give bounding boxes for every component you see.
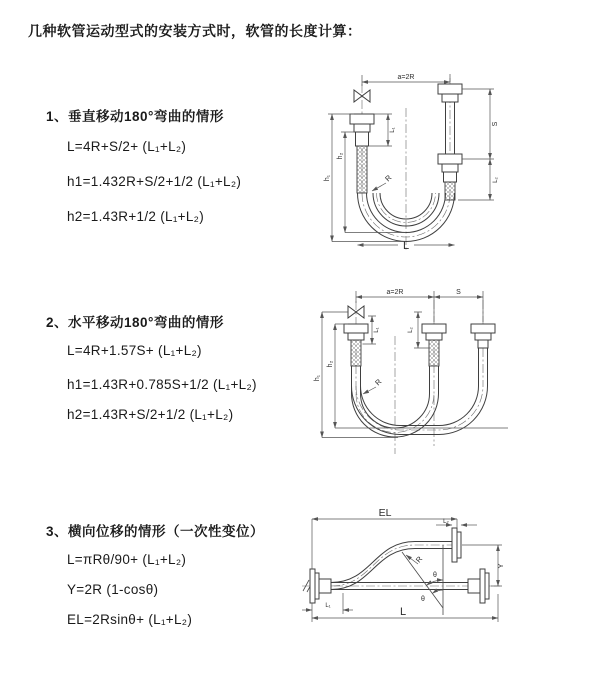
dim-label-R: R — [383, 173, 394, 184]
section-3-heading: 3、横向位移的情形（一次性变位） — [46, 524, 265, 539]
dim-label-L: L — [399, 606, 407, 618]
dim-label-L2: L₂ — [443, 519, 449, 525]
section-2-heading: 2、水平移动180°弯曲的情形 — [46, 315, 224, 330]
section-3-formula-Y: Y=2R (1-cosθ) — [67, 582, 159, 597]
dim-label-h2: h₂ — [327, 360, 334, 368]
dim-label-h2: h₂ — [337, 152, 344, 160]
dim-label-L: L — [402, 240, 410, 252]
dim-label-L2: L₂ — [407, 327, 414, 333]
angle-construction — [402, 545, 443, 615]
section-2-formula-L: L=4R+1.57S+ (L₁+L₂) — [67, 343, 202, 358]
left-flange — [310, 569, 331, 603]
dim-label-S: S — [492, 121, 499, 127]
dim-label-EL: EL — [378, 507, 392, 519]
section-1-formula-h1: h1=1.432R+S/2+1/2 (L₁+L₂) — [67, 174, 242, 189]
section-1-heading: 1、垂直移动180°弯曲的情形 — [46, 109, 224, 124]
section-1-formula-h2: h2=1.43R+1/2 (L₁+L₂) — [67, 209, 205, 224]
dim-label-L1: L₁ — [325, 603, 331, 609]
dim-label-a2r: a=2R — [386, 289, 404, 296]
right-fitting — [471, 324, 495, 348]
diagram-lateral-displacement — [300, 502, 556, 652]
top-flange — [452, 528, 461, 562]
dim-label-Y: Y — [496, 563, 505, 569]
right-flange — [468, 569, 489, 603]
left-fitting — [344, 324, 368, 366]
dim-label-h1: h₁ — [314, 374, 321, 382]
dim-label-R: R — [373, 377, 384, 388]
section-2-formula-h2: h2=1.43R+S/2+1/2 (L₁+L₂) — [67, 407, 234, 422]
centerlines — [356, 300, 483, 454]
dimensions — [302, 507, 505, 622]
section-2-formula-h1: h1=1.43R+0.785S+1/2 (L₁+L₂) — [67, 377, 257, 392]
section-3-formula-EL: EL=2Rsinθ+ (L₁+L₂) — [67, 612, 193, 627]
page-title: 几种软管运动型式的安装方式时，软管的长度计算： — [28, 23, 362, 39]
dim-label-L1: L₁ — [389, 127, 396, 133]
diagram-vertical-180-bend — [318, 70, 590, 258]
angle-label-theta-1: θ — [433, 572, 437, 579]
dim-label-S: S — [456, 289, 461, 296]
angle-label-theta-2: θ — [421, 596, 425, 603]
diagram-horizontal-180-bend — [312, 286, 600, 462]
dim-label-L2: L₂ — [492, 177, 499, 183]
left-pipe-fitting — [350, 114, 374, 193]
dim-label-h1: h₁ — [324, 174, 331, 182]
dim-label-R: R — [413, 554, 425, 565]
section-3-formula-L: L=πRθ/90+ (L₁+L₂) — [67, 552, 187, 567]
dim-label-L1: L₁ — [373, 327, 380, 333]
middle-fitting — [422, 324, 446, 366]
section-1-formula-L: L=4R+S/2+ (L₁+L₂) — [67, 139, 187, 154]
dim-label-a2r: a=2R — [397, 74, 415, 81]
centerlines — [362, 78, 450, 250]
